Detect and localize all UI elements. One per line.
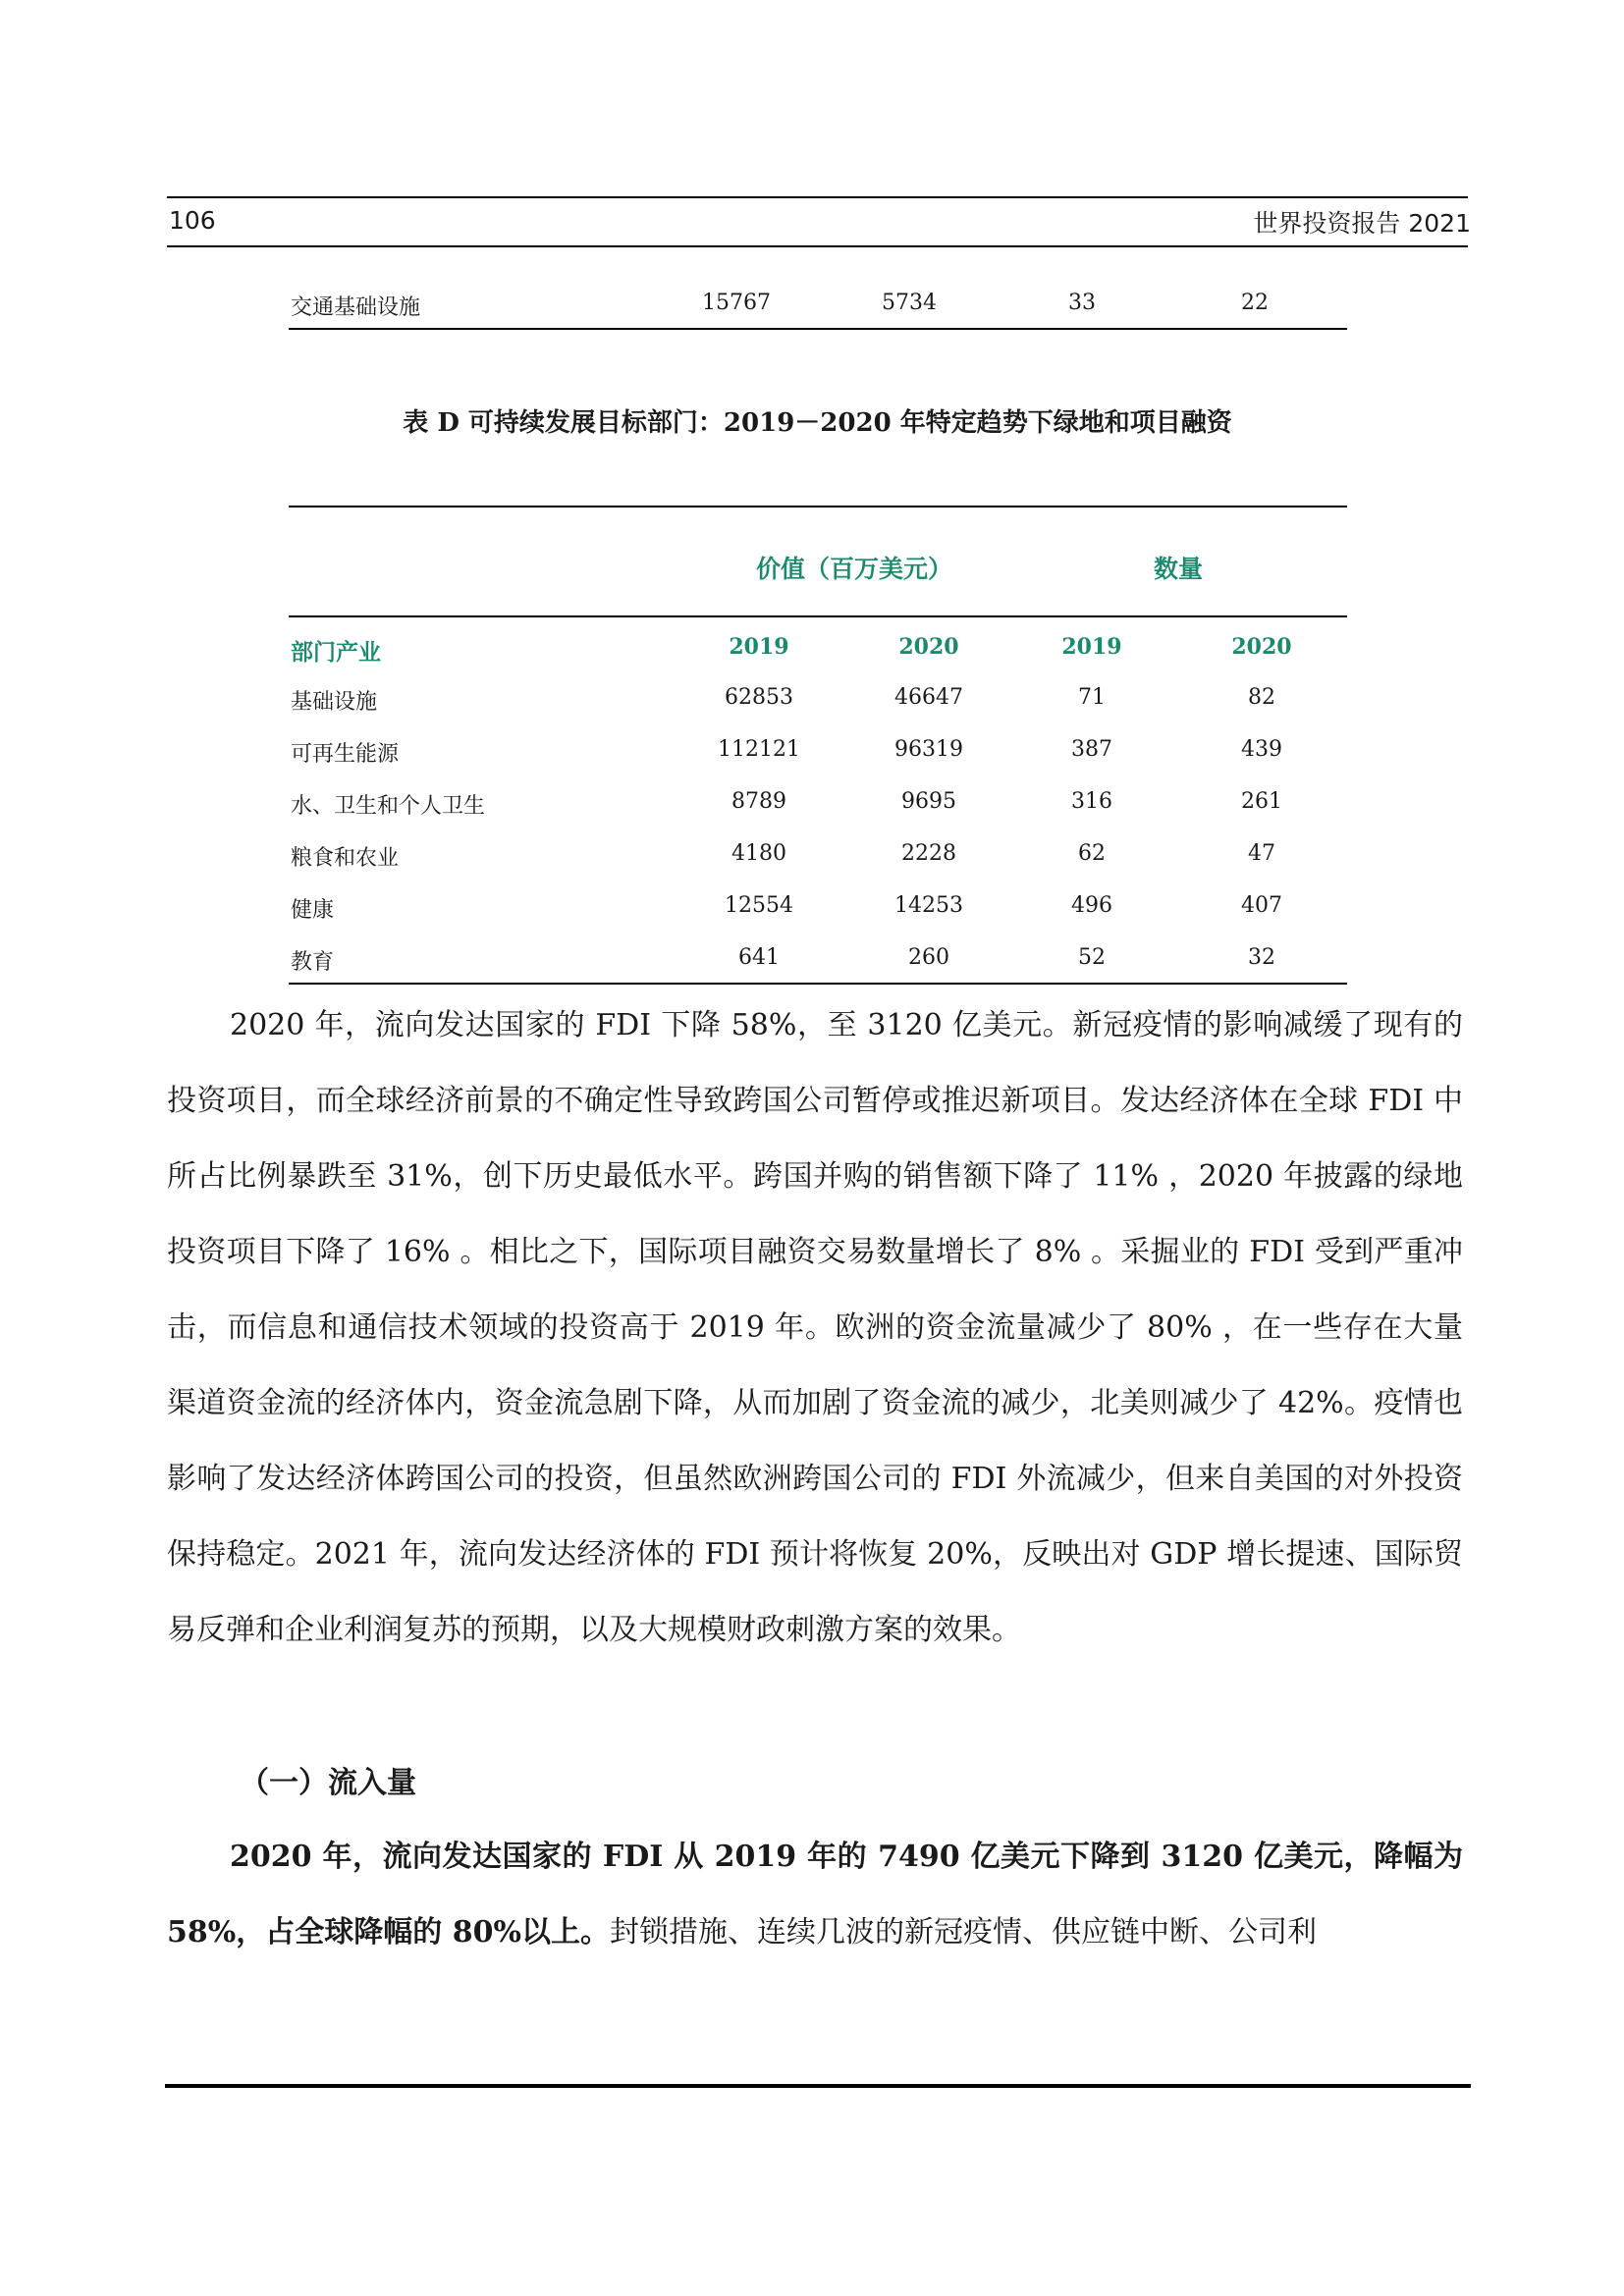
row-label: 水、卫生和个人卫生 [291, 794, 486, 819]
row-value: 641 [738, 945, 780, 970]
row-value: 407 [1241, 893, 1282, 918]
row-value: 8789 [731, 789, 786, 814]
prev-table-bottom-rule [289, 328, 1347, 330]
row-value: 4180 [731, 841, 786, 866]
group-header-value: 价值（百万美元） [755, 555, 952, 583]
table-title: 表 D 可持续发展目标部门：2019－2020 年特定趋势下绿地和项目融资 [403, 408, 1232, 438]
row-value: 32 [1248, 945, 1275, 970]
row-value: 112121 [718, 737, 800, 762]
row-value: 46647 [894, 685, 963, 710]
prev-row-v2020: 5734 [882, 291, 937, 315]
header-top-rule [167, 196, 1468, 198]
col-header-year: 2019 [1061, 634, 1122, 660]
row-label: 教育 [291, 950, 335, 975]
row-value: 14253 [894, 893, 963, 918]
row-value: 316 [1071, 789, 1112, 814]
row-label: 基础设施 [291, 690, 378, 715]
row-value: 62853 [725, 685, 793, 710]
row-label: 可再生能源 [291, 742, 400, 767]
table-bottom-rule [289, 983, 1347, 985]
row-label: 粮食和农业 [291, 846, 400, 871]
page-number: 106 [169, 206, 216, 235]
row-value: 496 [1071, 893, 1112, 918]
row-value: 47 [1248, 841, 1275, 866]
col-header-year: 2020 [1231, 634, 1292, 660]
paragraph-text: 封锁措施、连续几波的新冠疫情、供应链中断、公司利 [609, 1915, 1317, 1949]
row-value: 52 [1078, 945, 1106, 970]
row-value: 82 [1248, 685, 1275, 710]
table-mid-rule [289, 615, 1347, 617]
prev-row-label: 交通基础设施 [291, 295, 421, 320]
footer-rule [165, 2084, 1471, 2088]
paragraph-text: 2020 年，流向发达国家的 FDI 下降 58%，至 3120 亿美元。新冠疫情的影响减缓了现有的投资项目，而全球经济前景的不确定性导致跨国公司暂停或推迟新项目。发达经济体在全球 FDI 中所占比例暴跌至 31%，创下历史最低水平。跨国并购的销售额下降了 11% ，2020 年披露的绿地投资项目下降了 16% 。相比之下，国际项目融资交易数量增长了 8% 。采掘业的 FDI 受到严重冲击，而信息和通信技术领域的投资高于 2019 年。欧洲的资金流量减少了 80% ，在一些存在大量渠道资金流的经济体内，资金流急剧下降，从而加剧了资金流的减少，北美则减少了 42%。疫情也影响了发达经济体跨国公司的投资，但虽然欧洲跨国公司的 FDI 外流减少，但来自美国的对外投资保持稳定。2021 年，流向发达经济体的 FDI 预计将恢复 20%，反映出对 GDP 增长提速、国际贸易反弹和企业利润复苏的预期，以及大规模财政刺激方案的效果。 [167, 1008, 1463, 1647]
group-header-count: 数量 [1153, 555, 1203, 583]
row-value: 62 [1078, 841, 1106, 866]
row-value: 261 [1241, 789, 1282, 814]
prev-row-n2019: 33 [1068, 291, 1096, 315]
row-value: 260 [908, 945, 949, 970]
paragraph-bold-lead: 2020 年，流向发达国家的 FDI 从 2019 年的 7490 亿美元下降到 3120 亿美元，降幅为 58%，占全球降幅的 80%以上。 [167, 1840, 1463, 1949]
col-header-sector: 部门产业 [291, 639, 381, 666]
prev-row-v2019: 15767 [702, 291, 771, 315]
row-label: 健康 [291, 898, 335, 923]
report-title: 世界投资报告 2021 [1253, 209, 1471, 238]
row-value: 387 [1071, 737, 1112, 762]
col-header-year: 2020 [898, 634, 959, 660]
row-value: 9695 [901, 789, 956, 814]
section-heading: （一）流入量 [240, 1766, 416, 1800]
row-value: 71 [1078, 685, 1106, 710]
row-value: 2228 [901, 841, 956, 866]
body-paragraph-1 [167, 988, 1463, 1668]
body-paragraph-2 [167, 1819, 1463, 1970]
header-bottom-rule [167, 245, 1468, 247]
prev-row-n2020: 22 [1241, 291, 1269, 315]
row-value: 12554 [725, 893, 793, 918]
table-top-rule [289, 506, 1347, 507]
row-value: 96319 [894, 737, 963, 762]
col-header-year: 2019 [729, 634, 789, 660]
row-value: 439 [1241, 737, 1282, 762]
